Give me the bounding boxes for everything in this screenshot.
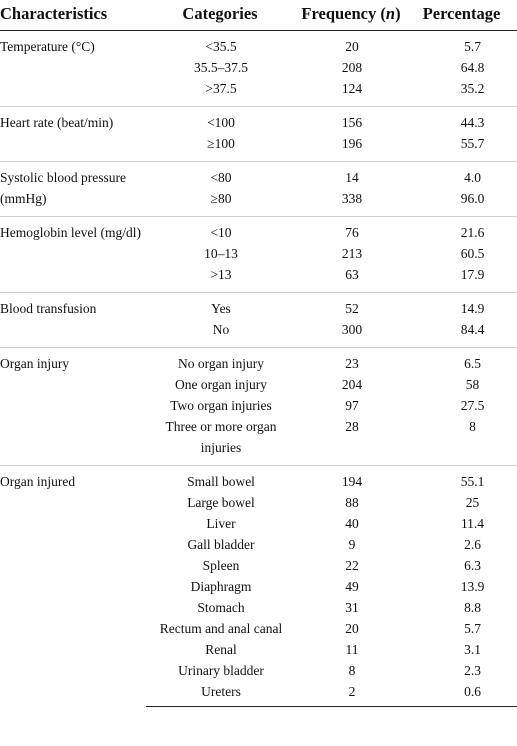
percentage-cell: 27.5 — [460, 398, 485, 413]
percentage-cell: 8.8 — [464, 600, 481, 615]
table-header — [0, 0, 517, 31]
frequency-cell: 14 — [296, 162, 408, 189]
characteristic-label: Temperature (°C) — [0, 39, 95, 54]
frequency-cell: 22 — [345, 558, 359, 573]
frequency-cell: 9 — [348, 537, 356, 552]
percentage-cell: 84.4 — [460, 322, 485, 337]
frequency-cell: 49 — [345, 579, 359, 594]
characteristic-label: Organ injury — [0, 348, 146, 466]
category-cell: 10–13 — [204, 246, 238, 261]
row-group — [0, 217, 517, 293]
frequency-cell: 76 — [296, 217, 408, 244]
row-group — [0, 31, 517, 107]
frequency-cell: 97 — [345, 398, 359, 413]
category-cell: Rectum and anal canal — [159, 621, 283, 636]
frequency-cell: 213 — [341, 246, 363, 261]
percentage-cell: 3.1 — [464, 642, 481, 657]
category-cell: Yes — [146, 293, 296, 320]
percentage-cell: 17.9 — [460, 267, 485, 282]
percentage-cell: 64.8 — [460, 60, 485, 75]
category-cell: Three or more organ injuries — [165, 419, 277, 455]
characteristic-label: Blood transfusion — [0, 293, 146, 348]
category-cell: Stomach — [197, 600, 245, 615]
percentage-cell: 4.0 — [408, 162, 517, 189]
percentage-cell: 11.4 — [460, 516, 485, 531]
characteristic-label: Organ injured — [0, 466, 146, 707]
percentage-cell: 0.6 — [408, 681, 517, 707]
header-percentage: Percentage — [408, 0, 517, 31]
percentage-cell: 55.7 — [460, 136, 485, 151]
category-cell: No — [212, 322, 230, 337]
category-cell: Diaphragm — [190, 579, 252, 594]
frequency-cell: 2 — [296, 681, 408, 707]
category-cell: <35.5 — [205, 39, 237, 54]
percentage-cell: 21.6 — [408, 217, 517, 244]
header-frequency-prefix: Frequency ( — [301, 3, 386, 23]
percentage-cell: 60.5 — [460, 246, 485, 261]
table-row — [0, 31, 517, 58]
frequency-cell: 31 — [345, 600, 359, 615]
percentage-cell: 44.3 — [408, 107, 517, 134]
percentage-cell: 96.0 — [460, 191, 485, 206]
category-cell: 35.5–37.5 — [194, 60, 248, 75]
category-cell: Gall bladder — [187, 537, 255, 552]
percentage-cell: 14.9 — [408, 293, 517, 320]
category-cell: Urinary bladder — [178, 663, 264, 678]
frequency-cell: 20 — [345, 621, 359, 636]
percentage-cell: 13.9 — [460, 579, 485, 594]
table-row — [0, 348, 517, 375]
frequency-cell: 300 — [341, 322, 363, 337]
category-cell: <100 — [146, 107, 296, 134]
row-group — [0, 348, 517, 466]
table-row — [0, 217, 517, 244]
frequency-cell: 23 — [296, 348, 408, 375]
frequency-cell: 52 — [296, 293, 408, 320]
category-cell: >37.5 — [205, 81, 237, 96]
characteristic-label: Systolic blood pressure (mmHg) — [0, 162, 146, 217]
frequency-cell: 124 — [341, 81, 363, 96]
table-row — [0, 107, 517, 134]
frequency-cell: 156 — [296, 107, 408, 134]
frequency-cell: 338 — [341, 191, 363, 206]
header-row — [0, 0, 517, 31]
characteristic-label: Heart rate (beat/min) — [0, 107, 146, 162]
frequency-cell: 11 — [345, 642, 359, 657]
category-cell: <10 — [146, 217, 296, 244]
row-group — [0, 162, 517, 217]
frequency-cell: 20 — [345, 39, 359, 54]
category-cell: Liver — [206, 516, 236, 531]
category-cell: <80 — [146, 162, 296, 189]
frequency-cell: 196 — [341, 136, 363, 151]
percentage-cell: 5.7 — [464, 621, 481, 636]
frequency-cell: 194 — [296, 466, 408, 493]
percentage-cell: 2.6 — [464, 537, 481, 552]
category-cell: Large bowel — [187, 495, 255, 510]
header-frequency-n: n — [385, 3, 396, 23]
percentage-cell: 35.2 — [460, 81, 485, 96]
category-cell: ≥100 — [207, 136, 235, 151]
percentage-cell: 6.3 — [464, 558, 481, 573]
frequency-cell: 28 — [345, 419, 359, 434]
category-cell: Renal — [205, 642, 237, 657]
table-row — [0, 466, 517, 493]
category-cell: >13 — [210, 267, 232, 282]
category-cell: One organ injury — [175, 377, 267, 392]
row-group — [0, 293, 517, 348]
category-cell: ≥80 — [210, 191, 232, 206]
percentage-cell: 5.7 — [464, 39, 481, 54]
header-frequency-suffix: ) — [395, 3, 401, 23]
header-categories: Categories — [146, 0, 296, 31]
percentage-cell: 2.3 — [464, 663, 481, 678]
frequency-cell: 204 — [341, 377, 363, 392]
header-characteristics: Characteristics — [0, 0, 146, 31]
characteristic-label: Hemoglobin level (mg/dl) — [0, 217, 146, 293]
category-cell: Two organ injuries — [170, 398, 272, 413]
category-cell: Spleen — [202, 558, 240, 573]
frequency-cell: 63 — [345, 267, 359, 282]
category-cell: No organ injury — [146, 348, 296, 375]
header-frequency — [296, 0, 408, 31]
percentage-cell: 6.5 — [408, 348, 517, 375]
row-group — [0, 466, 517, 707]
row-group — [0, 107, 517, 162]
percentage-cell: 55.1 — [408, 466, 517, 493]
category-cell: Small bowel — [146, 466, 296, 493]
percentage-cell: 8 — [469, 419, 476, 434]
frequency-cell: 208 — [341, 60, 363, 75]
frequency-cell: 8 — [348, 663, 356, 678]
percentage-cell: 25 — [465, 495, 480, 510]
frequency-cell: 88 — [345, 495, 359, 510]
percentage-cell: 58 — [465, 377, 480, 392]
table-row — [0, 293, 517, 320]
category-cell: Ureters — [146, 681, 296, 707]
frequency-cell: 40 — [345, 516, 359, 531]
table-row — [0, 162, 517, 189]
